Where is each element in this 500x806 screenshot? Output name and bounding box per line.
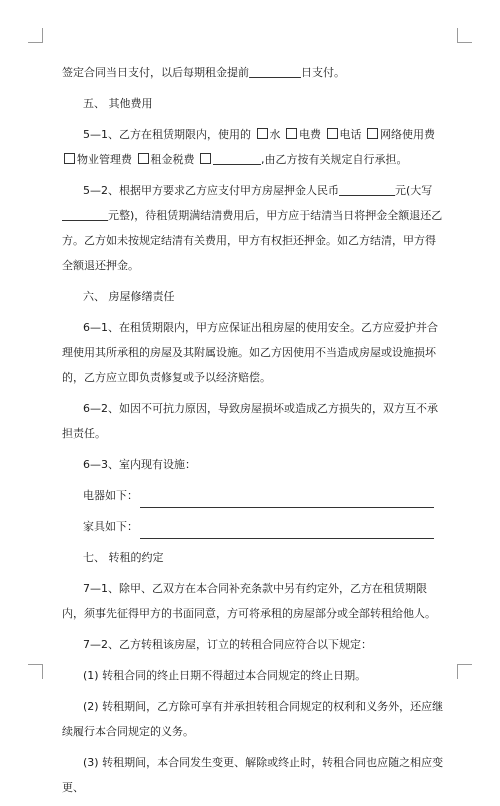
blank-days [249,64,301,78]
checkbox-water[interactable] [257,128,268,139]
checkbox-phone[interactable] [327,128,338,139]
blank-other-fee [213,151,261,165]
checkbox-other[interactable] [200,153,211,164]
paragraph-5-1: 5—1、乙方在租赁期限内，使用的 水 电费 电话 网络使用费 物业管理费 租金税费 ,由乙方按有关规定自行承担。 [62,122,446,172]
blank-deposit-uppercase [62,207,108,221]
list-item-1: (1) 转租合同的终止日期不得超过本合同规定的终止日期。 [83,669,367,682]
corner-mark-bottom-right [457,664,472,679]
list-item-2: (2) 转租期间，乙方除可享有并承担转租合同规定的权利和义务外，还应继续履行本合同规定的义务。 [62,700,444,738]
checkbox-electricity[interactable] [286,128,297,139]
corner-mark-top-right [457,28,472,43]
paragraph-rent-payment: 签定合同当日支付，以后每期租金提前 日支付。 [62,66,345,79]
paragraph-6-3: 6—3、室内现有设施： [83,458,196,471]
blank-deposit-amount [339,182,395,196]
checkbox-internet[interactable] [367,128,378,139]
corner-mark-top-left [28,28,43,43]
list-item-3: (3) 转租期间，本合同发生变更、解除或终止时，转租合同也应随之相应变更、 [62,756,444,794]
paragraph-6-2: 6—2、如因不可抗力原因，导致房屋损坏或造成乙方损失的，双方互不承担责任。 [62,402,438,440]
paragraph-7-2: 7—2、乙方转租该房屋，订立的转租合同应符合以下规定： [83,638,372,651]
blank-furniture [140,525,434,539]
paragraph-6-1: 6—1、在租赁期限内，甲方应保证出租房屋的使用安全。乙方应爱护并合理使用其所承租的房屋及其附属设施。如乙方因使用不当造成房屋或设施损坏的，乙方应立即负责修复或予以经济赔偿。 [62,321,438,384]
document-body [62,60,446,806]
section-heading-7: 七、 转租的约定 [83,551,164,564]
checkbox-property-fee[interactable] [64,153,75,164]
section-heading-6: 六、 房屋修缮责任 [83,290,175,303]
section-heading-5: 五、 其他费用 [83,97,153,110]
checkbox-rent-tax[interactable] [138,153,149,164]
field-appliances: 电器如下： [62,483,446,508]
paragraph-7-1: 7—1、除甲、乙双方在本合同补充条款中另有约定外，乙方在租赁期限内，须事先征得甲方的书面同意，方可将承租的房屋部分或全部转租给他人。 [62,582,436,620]
field-furniture: 家具如下： [62,514,446,539]
paragraph-5-2: 5—2、根据甲方要求乙方应支付甲方房屋押金人民币 元(大写元整)，待租赁期满结清费用后，甲方应于结清当日将押金全额退还乙方。乙方如未按规定结清有关费用，甲方有权拒还押金。如乙方结清，甲方得全额退还押金。 [62,184,443,272]
corner-mark-bottom-left [28,664,43,679]
blank-appliances [140,494,434,508]
